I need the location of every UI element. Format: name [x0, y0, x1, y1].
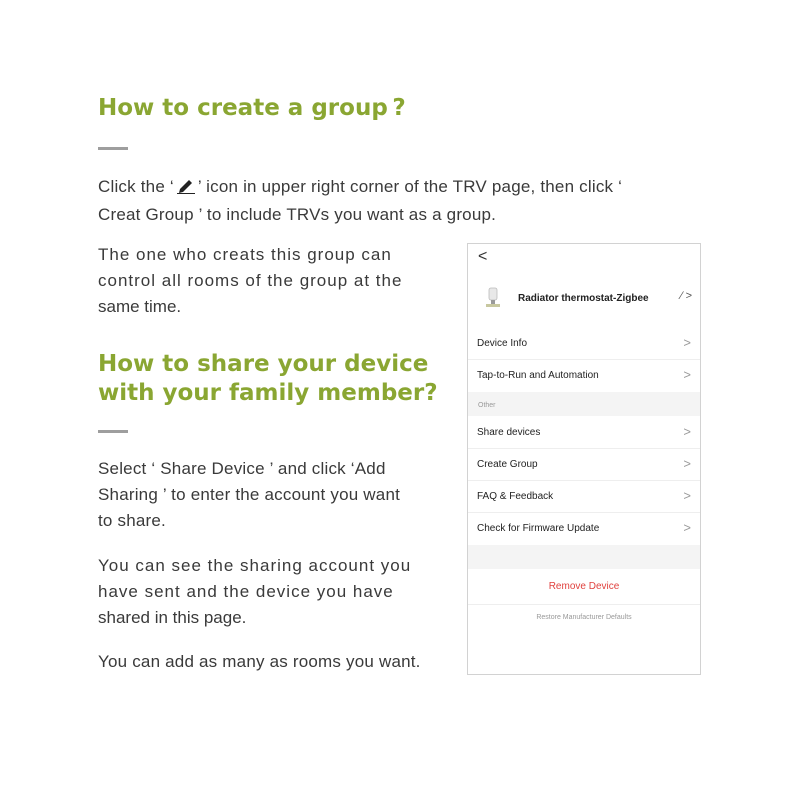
rooms-text: You can add as many as rooms you want.: [98, 652, 421, 671]
device-header: [468, 280, 700, 320]
text-line: shared in this page.: [98, 608, 247, 627]
sharing-account-text: [98, 553, 411, 631]
group-control-text: [98, 242, 402, 320]
text-line: You can see the sharing account you: [98, 556, 412, 575]
text-line: same time.: [98, 297, 182, 316]
text-line: control all rooms of the group at the: [98, 271, 403, 290]
section-separator: [468, 392, 700, 416]
divider: [468, 604, 700, 605]
chevron-right-icon: >: [683, 367, 691, 382]
back-button[interactable]: <: [478, 248, 488, 265]
menu-item-label: Share devices: [477, 427, 541, 438]
text-line: to share.: [98, 511, 166, 530]
chevron-right-icon: >: [683, 335, 691, 350]
heading-share-device: [98, 350, 438, 408]
chevron-right-icon: >: [683, 520, 691, 535]
menu-item-label: Check for Firmware Update: [477, 523, 600, 534]
remove-device-button[interactable]: Remove Device: [548, 581, 620, 592]
chevron-right-icon: >: [683, 488, 691, 503]
menu-item-tap-to-run[interactable]: [468, 360, 700, 392]
thermostat-icon: [484, 286, 502, 310]
section-label: Other: [478, 402, 496, 409]
menu-item-share-devices[interactable]: [468, 417, 700, 449]
chevron-right-icon: >: [683, 424, 691, 439]
menu-item-label: FAQ & Feedback: [477, 491, 554, 502]
heading-divider: [98, 430, 128, 433]
heading-line: How to share your device: [98, 351, 429, 377]
menu-item-firmware-update[interactable]: [468, 513, 700, 545]
create-group-instructions: [98, 174, 622, 228]
restore-defaults-button[interactable]: Restore Manufacturer Defaults: [536, 614, 632, 621]
chevron-right-icon: >: [683, 456, 691, 471]
menu-item-label: Tap-to-Run and Automation: [477, 370, 599, 381]
section-separator: [468, 545, 700, 569]
text-line: Select ‘ Share Device ’ and click ‘Add: [98, 459, 386, 478]
edit-device-button[interactable]: ∕ >: [680, 290, 692, 302]
menu-item-label: Device Info: [477, 338, 528, 349]
text-line: Sharing ’ to enter the account you want: [98, 485, 401, 504]
instruction-text: ’ icon in upper right corner of the TRV page, then click ‘: [197, 177, 623, 196]
menu-item-create-group[interactable]: [468, 449, 700, 481]
heading-divider: [98, 147, 128, 150]
menu-item-label: Create Group: [477, 459, 538, 470]
text-line: have sent and the device you have: [98, 582, 394, 601]
instruction-text: Creat Group ’ to include TRVs you want as a group.: [98, 205, 497, 224]
heading-create-group: How to create a group ?: [98, 95, 406, 121]
device-title: Radiator thermostat-Zigbee: [518, 293, 649, 304]
menu-item-faq-feedback[interactable]: [468, 481, 700, 513]
text-line: The one who creats this group can: [98, 245, 392, 264]
instruction-text: Click the ‘: [98, 177, 174, 196]
share-instructions: [98, 456, 400, 534]
heading-line: with your family member?: [98, 380, 438, 406]
menu-item-device-info[interactable]: [468, 328, 700, 360]
phone-screenshot: [467, 243, 701, 675]
pencil-icon: [176, 176, 196, 202]
